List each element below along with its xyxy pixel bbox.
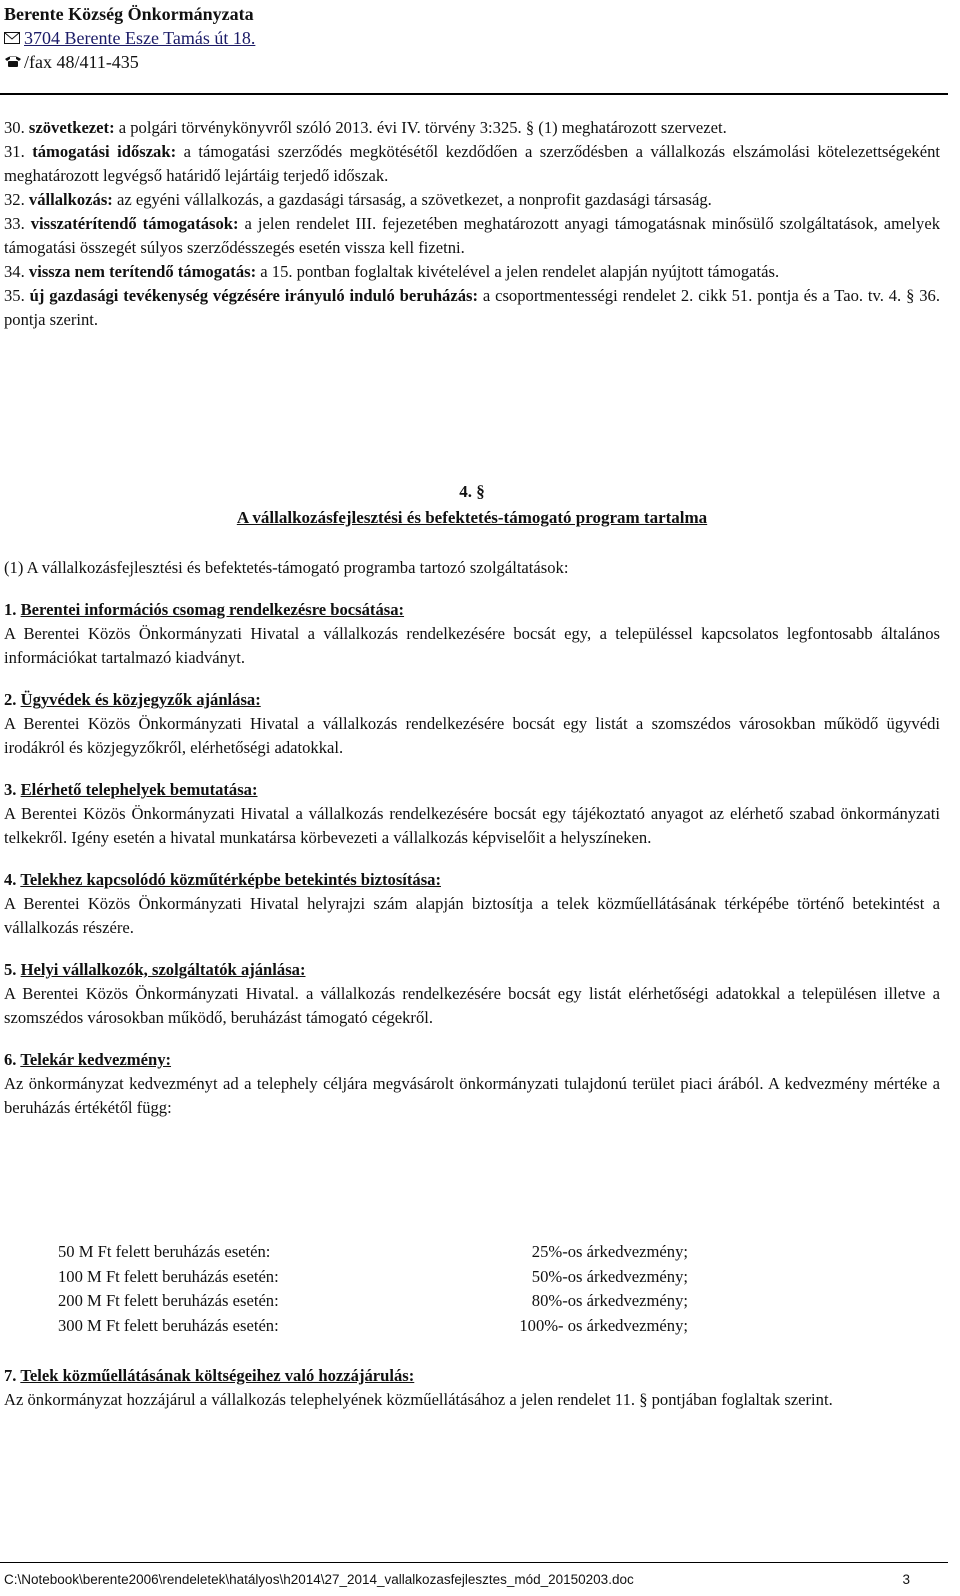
definition-item: 30. szövetkezet: a polgári törvénykönyvről szóló 2013. évi IV. törvény 3:325. § (1) meghatározott szervezet. <box>4 118 727 137</box>
discount-table <box>58 1240 688 1338</box>
service-text: A Berentei Közös Önkormányzati Hivatal a vállalkozás rendelkezésére bocsát egy listát a szomszédos városokban működő ügyvédi irodákról és közjegyzőkről, elérhetőségi adatokkal. <box>4 714 940 757</box>
address-link[interactable]: 3704 Berente Esze Tamás út 18. <box>24 28 256 48</box>
service-item: 4. Telekhez kapcsolódó közműtérképbe betekintés biztosítása: A Berentei Közös Önkormányzati Hivatal helyrajzi szám alapján biztosítja a telek közműellátásának térképébe történő betekintést a vállalkozás részére. <box>4 868 940 940</box>
table-row: 100 M Ft felett beruházás esetén: 50%-os árkedvezmény; <box>58 1266 688 1286</box>
footer-divider <box>0 1562 948 1563</box>
envelope-icon <box>4 26 24 50</box>
definition-item: 32. vállalkozás: az egyéni vállalkozás, a gazdasági társaság, a szövetkezet, a nonprofit gazdasági társaság. <box>4 190 712 209</box>
definition-term: új gazdasági tevékenység végzésére irányuló induló beruházás: <box>29 286 478 305</box>
organization-name: Berente Község Önkormányzata <box>4 4 254 24</box>
service-text: A Berentei Közös Önkormányzati Hivatal a vállalkozás rendelkezésére bocsát egy, a településsel kapcsolatos legfontosabb általános információkat tartalmazó kiadványt. <box>4 624 940 667</box>
page-footer <box>4 1568 940 1592</box>
service-item: 1. Berentei információs csomag rendelkezésre bocsátása: A Berentei Közös Önkormányzati Hivatal a vállalkozás rendelkezésére bocsát egy, a településsel kapcsolatos legfontosabb általános információkat tartalmazó kiadványt. <box>4 598 940 670</box>
section-title: A vállalkozásfejlesztési és befektetés-támogató program tartalma <box>236 508 708 527</box>
section-body <box>4 556 940 1120</box>
section-heading <box>4 480 940 530</box>
service-item: 5. Helyi vállalkozók, szolgáltatók ajánlása: A Berentei Közös Önkormányzati Hivatal. a vállalkozás rendelkezésére bocsát egy listát elérhetőségi adatokkal a településen illetve a szomszédos városokban működő, beruházást támogató cégekről. <box>4 958 940 1030</box>
service-title: Berentei információs csomag rendelkezésre bocsátása: <box>20 600 405 619</box>
service-item: 2. Ügyvédek és közjegyzők ajánlása: A Berentei Közös Önkormányzati Hivatal a vállalkozás rendelkezésére bocsát egy listát a szomszédos városokban működő ügyvédi irodákról és közjegyzőkről, elérhetőségi adatokkal. <box>4 688 940 760</box>
table-row: 50 M Ft felett beruházás esetén: 25%-os árkedvezmény; <box>58 1242 688 1261</box>
definition-term: vissza nem terítendő támogatás: <box>28 262 257 281</box>
definition-term: szövetkezet: <box>28 118 115 137</box>
definition-item: 31. támogatási időszak: a támogatási szerződés megkötésétől kezdődően a szerződésben a vállalkozás elszámolási kötelezettségeként meghatározott legvégső határidő lejártáig terjedő időszak. <box>4 142 940 185</box>
service-text: Az önkormányzat hozzájárul a vállalkozás telephelyének közműellátásához a jelen rendelet 11. § pontjában foglaltak szerint. <box>4 1390 833 1409</box>
phone-icon <box>4 50 24 74</box>
section-intro: (1) A vállalkozásfejlesztési és befektetés-támogató programba tartozó szolgáltatások: <box>4 558 569 577</box>
service-item: 6. Telekár kedvezmény: Az önkormányzat kedvezményt ad a telephely céljára megvásárolt önkormányzati tulajdonú terület piaci árából. A kedvezmény mértéke a beruházás értékétől függ: <box>4 1048 940 1120</box>
service-item: 7. Telek közműellátásának költségeihez való hozzájárulás: Az önkormányzat hozzájárul a vállalkozás telephelyének közműellátásához a jelen rendelet 11. § pontjában foglaltak szerint. <box>4 1364 940 1412</box>
definitions-list <box>4 116 940 332</box>
service-title: Telekár kedvezmény: <box>20 1050 172 1069</box>
file-path: C:\Notebook\berente2006\rendeletek\hatályos\h2014\27_2014_vallalkozasfejlesztes_mód_20150203.doc <box>4 1572 634 1587</box>
table-row: 200 M Ft felett beruházás esetén: 80%-os árkedvezmény; <box>58 1291 688 1310</box>
service-item: 3. Elérhető telephelyek bemutatása: A Berentei Közös Önkormányzati Hivatal a vállalkozás rendelkezésére bocsát egy tájékoztató anyagot az elérhető szabad önkormányzati telkekről. Igény esetén a hivatal munkatársa körbevezeti a vállalkozás képviselőit a helyszíneken. <box>4 778 940 850</box>
header-divider <box>0 93 948 95</box>
table-row: 300 M Ft felett beruházás esetén: 100%- os árkedvezmény; <box>58 1315 688 1335</box>
service-text: A Berentei Közös Önkormányzati Hivatal. a vállalkozás rendelkezésére bocsát egy listát elérhetőségi adatokkal a településen illetve a szomszédos városokban működő, beruházást támogató cégekről. <box>4 984 940 1027</box>
definition-item: 35. új gazdasági tevékenység végzésére irányuló induló beruházás: a csoportmentességi rendelet 2. cikk 51. pontja és a Tao. tv. 4. § 36. pontja szerint. <box>4 286 940 329</box>
definition-item: 33. visszatérítendő támogatások: a jelen rendelet III. fejezetében meghatározott anyagi támogatásnak minősülő szolgáltatások, amelyek támogatási összegét súlyos szerződésszegés esetén vissza kell fizetni. <box>4 214 940 257</box>
definition-term: vállalkozás: <box>28 190 113 209</box>
section-number: 4. § <box>459 482 485 501</box>
fax-number: /fax 48/411-435 <box>24 52 139 72</box>
definition-item: 34. vissza nem terítendő támogatás: a 15. pontban foglaltak kivételével a jelen rendelet alapján nyújtott támogatás. <box>4 262 780 281</box>
service-text: A Berentei Közös Önkormányzati Hivatal helyrajzi szám alapján biztosítja a telek közműellátásának térképébe történő betekintést a vállalkozás részére. <box>4 894 940 937</box>
service-title: Elérhető telephelyek bemutatása: <box>20 780 258 799</box>
service-title: Telekhez kapcsolódó közműtérképbe betekintés biztosítása: <box>20 870 441 889</box>
service-title: Helyi vállalkozók, szolgáltatók ajánlása: <box>20 960 306 979</box>
service-title: Ügyvédek és közjegyzők ajánlása: <box>20 690 261 709</box>
letterhead <box>4 2 255 74</box>
service-text: Az önkormányzat kedvezményt ad a telephely céljára megvásárolt önkormányzati tulajdonú terület piaci árából. A kedvezmény mértéke a beruházás értékétől függ: <box>4 1074 940 1117</box>
service-text: A Berentei Közös Önkormányzati Hivatal a vállalkozás rendelkezésére bocsát egy tájékoztató anyagot az elérhető szabad önkormányzati telkekről. Igény esetén a hivatal munkatársa körbevezeti a vállalkozás képviselőit a helyszíneken. <box>4 804 940 847</box>
page-number: 3 <box>902 1572 910 1587</box>
service-title: Telek közműellátásának költségeihez való hozzájárulás: <box>20 1366 415 1385</box>
definition-term: visszatérítendő támogatások: <box>30 214 239 233</box>
definition-term: támogatási időszak: <box>32 142 177 161</box>
